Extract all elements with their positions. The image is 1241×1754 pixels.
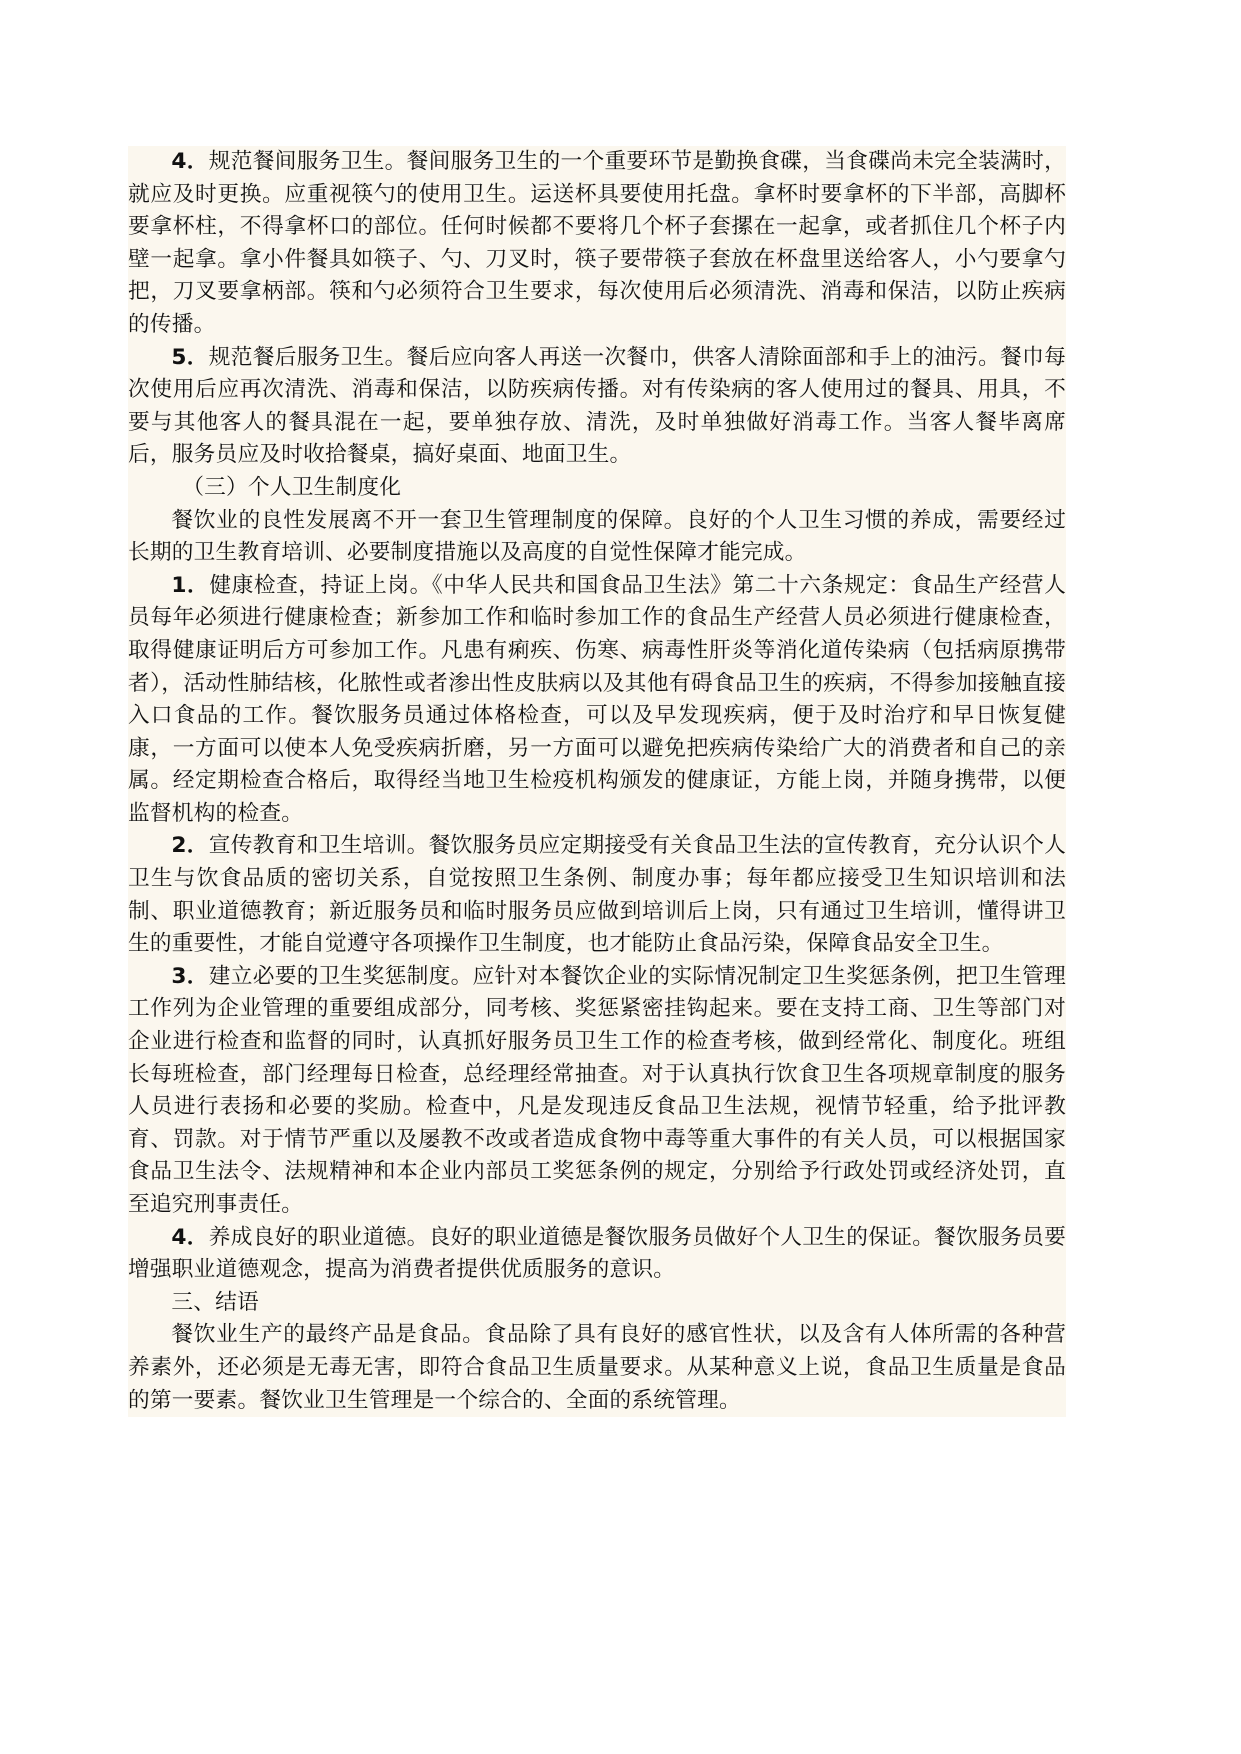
paragraph-text: 规范餐间服务卫生。餐间服务卫生的一个重要环节是勤换食碟，当食碟尚未完全装满时，就应及时更换。应重视筷勺的使用卫生。运送杯具要使用托盘。拿杯时要拿杯的下半部，高脚杯要拿杯柱，不得拿杯口的部位。任何时候都不要将几个杯子套摞在一起拿，或者抓住几个杯子内壁一起拿。拿小件餐具如筷子、勺、刀叉时，筷子要带筷子套放在杯盘里送给客人，小勺要拿勺把，刀叉要拿柄部。筷和勺必须符合卫生要求，每次使用后必须清洗、消毒和保洁，以防止疾病的传播。 xyxy=(128,149,1066,337)
paragraph-text: 规范餐后服务卫生。餐后应向客人再送一次餐巾，供客人清除面部和手上的油污。餐巾每次使用后应再次清洗、消毒和保洁，以防疾病传播。对有传染病的客人使用过的餐具、用具，不要与其他客人的餐具混在一起，要单独存放、清洗，及时单独做好消毒工作。当客人餐毕离席后，服务员应及时收拾餐桌，搞好桌面、地面卫生。 xyxy=(128,344,1066,468)
paragraph-text: 餐饮业的良性发展离不开一套卫生管理制度的保障。良好的个人卫生习惯的养成，需要经过长期的卫生教育培训、必要制度措施以及高度的自觉性保障才能完成。 xyxy=(128,507,1066,566)
section-heading-personal-hygiene: （三）个人卫生制度化 xyxy=(182,474,402,500)
item-number: 5． xyxy=(171,344,209,370)
paragraph-text: 健康检查，持证上岗。《中华人民共和国食品卫生法》第二十六条规定：食品生产经营人员每年必须进行健康检查；新参加工作和临时参加工作的食品生产经营人员必须进行健康检查，取得健康证明后方可参加工作。凡患有痢疾、伤寒、病毒性肝炎等消化道传染病（包括病原携带者），活动性肺结核，化脓性或者渗出性皮肤病以及其他有碍食品卫生的疾病，不得参加接触直接入口食品的工作。餐饮服务员通过体格检查，可以及早发现疾病，便于及时治疗和早日恢复健康，一方面可以使本人免受疾病折磨，另一方面可以避免把疾病传染给广大的消费者和自己的亲属。经定期检查合格后，取得经当地卫生检疫机构颁发的健康证，方能上岗，并随身携带，以便监督机构的检查。 xyxy=(128,572,1066,826)
item-number: 4． xyxy=(171,149,209,174)
paragraph-personal-hygiene-intro xyxy=(128,505,1066,570)
paragraph-4-professional-ethics xyxy=(128,1222,1066,1287)
paragraph-2-education-training xyxy=(128,830,1066,960)
item-number: 2． xyxy=(171,833,209,859)
paragraph-5-after-meal-service xyxy=(128,342,1066,472)
paragraph-text: 建立必要的卫生奖惩制度。应针对本餐饮企业的实际情况制定卫生奖惩条例，把卫生管理工作列为企业管理的重要组成部分，同考核、奖惩紧密挂钩起来。要在支持工商、卫生等部门对企业进行检查和监督的同时，认真抓好服务员卫生工作的检查考核，做到经常化、制度化。班组长每班检查，部门经理每日检查，总经理经常抽查。对于认真执行饮食卫生各项规章制度的服务人员进行表扬和必要的奖励。检查中，凡是发现违反食品卫生法规，视情节轻重，给予批评教育、罚款。对于情节严重以及屡教不改或者造成食物中毒等重大事件的有关人员，可以根据国家食品卫生法令、法规精神和本企业内部员工奖惩条例的规定，分别给予行政处罚或经济处罚，直至追究刑事责任。 xyxy=(128,963,1066,1217)
paragraph-3-reward-penalty xyxy=(128,961,1066,1222)
item-number: 4． xyxy=(171,1224,209,1250)
paragraph-1-health-check xyxy=(128,570,1066,831)
paragraph-text: 养成良好的职业道德。良好的职业道德是餐饮服务员做好个人卫生的保证。餐饮服务员要增强职业道德观念，提高为消费者提供优质服务的意识。 xyxy=(128,1224,1066,1283)
document-page xyxy=(128,146,1066,1417)
section-heading-conclusion: 三、结语 xyxy=(171,1289,259,1315)
item-number: 3． xyxy=(171,963,209,989)
paragraph-text: 宣传教育和卫生培训。餐饮服务员应定期接受有关食品卫生法的宣传教育，充分认识个人卫生与饮食品质的密切关系，自觉按照卫生条例、制度办事；每年都应接受卫生知识培训和法制、职业道德教育；新近服务员和临时服务员应做到培训后上岗，只有通过卫生培训，懂得讲卫生的重要性，才能自觉遵守各项操作卫生制度，也才能防止食品污染，保障食品安全卫生。 xyxy=(128,833,1066,957)
paragraph-conclusion xyxy=(128,1319,1066,1417)
item-number: 1． xyxy=(171,572,210,598)
paragraph-text: 餐饮业生产的最终产品是食品。食品除了具有良好的感官性状，以及含有人体所需的各种营养素外，还必须是无毒无害，即符合食品卫生质量要求。从某种意义上说，食品卫生质量是食品的第一要素。餐饮业卫生管理是一个综合的、全面的系统管理。 xyxy=(128,1322,1066,1413)
paragraph-4-between-meal-service xyxy=(128,146,1066,342)
